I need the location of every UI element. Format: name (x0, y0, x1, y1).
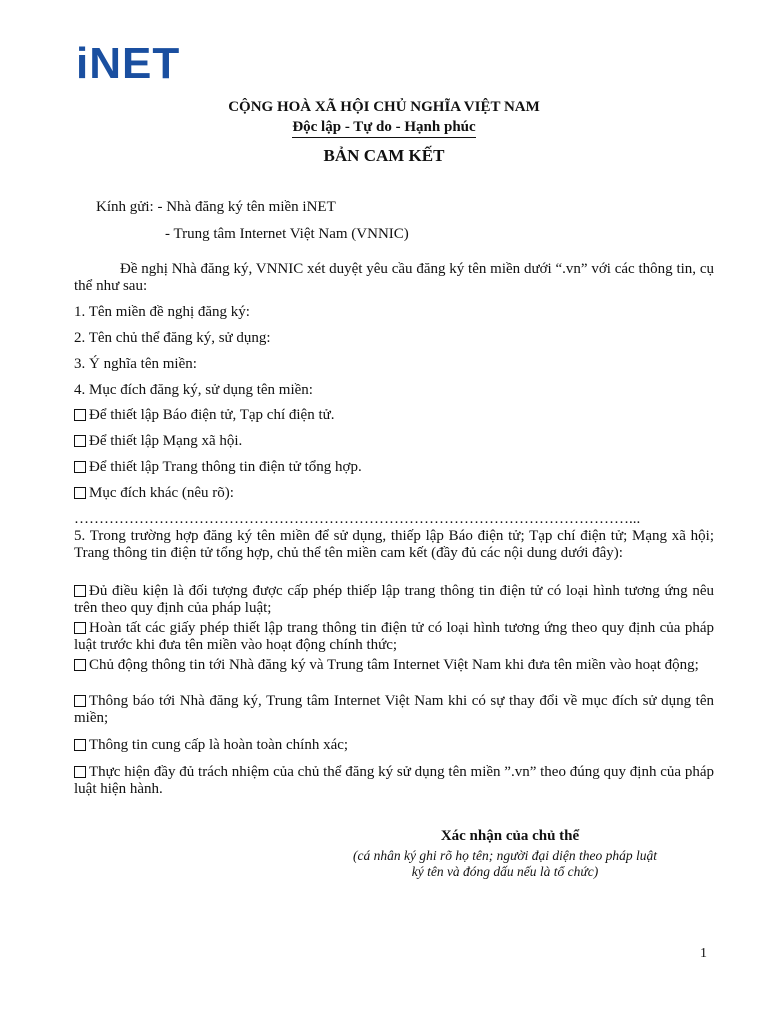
checkbox[interactable] (74, 766, 86, 778)
document-title: BẢN CAM KẾT (323, 146, 445, 165)
checkbox[interactable] (74, 695, 86, 707)
checkbox[interactable] (74, 585, 86, 597)
checkbox[interactable] (74, 487, 86, 499)
checkbox[interactable] (74, 622, 86, 634)
purpose-option-3 (74, 459, 714, 476)
purpose-label: Để thiết lập Mạng xã hội. (89, 433, 243, 449)
logo-text: iNET (76, 39, 181, 88)
dotted-fill-line: …………………………………………………………………………………………………... (74, 511, 641, 527)
item-2: 2. Tên chủ thể đăng ký, sử dụng: (74, 330, 271, 346)
purpose-label: Để thiết lập Trang thông tin điện tử tổng hợp. (89, 459, 362, 475)
page-number: 1 (700, 946, 707, 961)
checkbox[interactable] (74, 409, 86, 421)
item-3: 3. Ý nghĩa tên miền: (74, 356, 197, 372)
item-5-paragraph: 5. Trong trường hợp đăng ký tên miền để sử dụng, thiếp lập Báo điện tử; Tạp chí điện tử; Mạng xã hội; Trang thông tin điện tử tổng hợp, chủ thể tên miền cam kết (đầy đủ các nội dung dưới đây): (74, 528, 714, 561)
intro-paragraph: Đề nghị Nhà đăng ký, VNNIC xét duyệt yêu cầu đăng ký tên miền dưới “.vn” với các thông tin, cụ thể như sau: (74, 261, 714, 294)
commitment-6 (74, 764, 714, 798)
commitment-5 (74, 737, 714, 754)
commitment-label: Hoàn tất các giấy phép thiết lập trang thông tin điện tử có loại hình tương ứng theo quy định của pháp luật trước khi đưa tên miền vào hoạt động chính thức; (74, 620, 714, 653)
commitment-label: Thông báo tới Nhà đăng ký, Trung tâm Internet Việt Nam khi có sự thay đổi về mục đích sử dụng tên miền; (74, 693, 714, 726)
addressee-line-2: - Trung tâm Internet Việt Nam (VNNIC) (165, 226, 409, 242)
checkbox[interactable] (74, 461, 86, 473)
commitment-label: Thực hiện đầy đủ trách nhiệm của chủ thể đăng ký sử dụng tên miền ”.vn” theo đúng quy định của pháp luật hiện hành. (74, 764, 714, 797)
item-1: 1. Tên miền đề nghị đăng ký: (74, 304, 250, 320)
commitment-label: Thông tin cung cấp là hoàn toàn chính xác; (89, 737, 349, 753)
commitment-3 (74, 657, 714, 674)
motto-heading (0, 119, 768, 136)
purpose-option-4 (74, 485, 714, 502)
inet-logo (76, 39, 224, 88)
checkbox[interactable] (74, 659, 86, 671)
purpose-label: Mục đích khác (nêu rõ): (89, 485, 234, 501)
commitment-4 (74, 693, 714, 727)
addressee-line-1: Kính gửi: - Nhà đăng ký tên miền iNET (96, 199, 336, 215)
commitment-1 (74, 583, 714, 617)
item-4: 4. Mục đích đăng ký, sử dụng tên miền: (74, 382, 313, 398)
commitment-2 (74, 620, 714, 654)
purpose-label: Để thiết lập Báo điện tử, Tạp chí điện tử. (89, 407, 335, 423)
checkbox[interactable] (74, 739, 86, 751)
commitment-label: Chủ động thông tin tới Nhà đăng ký và Trung tâm Internet Việt Nam khi đưa tên miền vào hoạt động; (89, 657, 699, 673)
commitment-label: Đủ điều kiện là đối tượng được cấp phép thiếp lập trang thông tin điện tử có loại hình tương ứng nêu trên theo quy định của pháp luật; (74, 583, 714, 616)
nation-heading: CỘNG HOÀ XÃ HỘI CHỦ NGHĨA VIỆT NAM (228, 99, 540, 115)
motto-text: Độc lập - Tự do - Hạnh phúc (292, 119, 475, 138)
signature-title: Xác nhận của chủ thể (440, 828, 580, 844)
signature-note: (cá nhân ký ghi rõ họ tên; người đại diện theo pháp luật ký tên và đóng dấu nếu là tổ chức) (352, 848, 658, 879)
purpose-option-2 (74, 433, 714, 450)
checkbox[interactable] (74, 435, 86, 447)
purpose-option-1 (74, 407, 714, 424)
